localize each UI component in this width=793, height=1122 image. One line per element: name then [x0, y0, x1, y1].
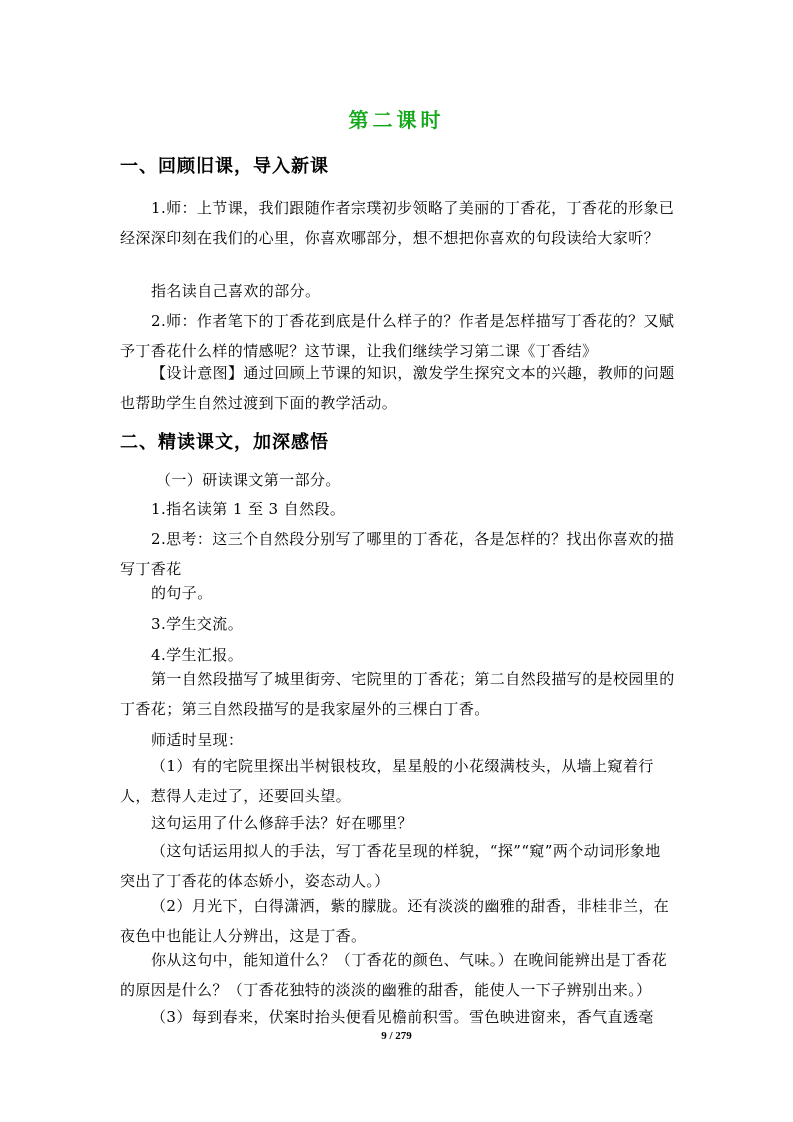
paragraph: 1.师：上节课，我们跟随作者宗璞初步领略了美丽的丁香花，丁香花的形象已经深深印刻在我们的心里，你喜欢哪部分，想不想把你喜欢的句段读给大家听？ [120, 199, 675, 247]
paragraph: 4.学生汇报。 [151, 646, 244, 664]
paragraph: 3.学生交流。 [151, 615, 244, 633]
paragraph: （这句话运用拟人的手法，写丁香花呈现的样貌，“探”“窥”两个动词形象地突出了丁香花的体态娇小，姿态动人。） [120, 842, 661, 890]
paragraph: 第一自然段描写了城里街旁、宅院里的丁香花；第二自然段描写的是校园里的丁香花；第三自然段描写的是我家屋外的三棵白丁香。 [120, 670, 675, 718]
paragraph: 的句子。 [151, 584, 213, 602]
paragraph: 2.思考：这三个自然段分别写了哪里的丁香花，各是怎样的？找出你喜欢的描写丁香花 [120, 530, 675, 578]
paragraph: （1）有的宅院里探出半树银枝玫，星星般的小花缀满枝头，从墙上窥着行人，惹得人走过了，还要回头望。 [120, 757, 654, 805]
paragraph: （3）每到春来，伏案时抬头便看见檐前积雪。雪色映进窗来，香气直透毫 [151, 1008, 654, 1026]
section-heading-1: 一、回顾旧课，导入新课 [120, 156, 329, 177]
section-heading-2: 二、精读课文，加深感悟 [120, 432, 329, 453]
lesson-title: 第二课时 [348, 108, 445, 132]
design-intent-paragraph: 【设计意图】通过回顾上节课的知识，激发学生探究文本的兴趣，教师的问题也帮助学生自然过渡到下面的教学活动。 [120, 364, 675, 412]
paragraph: 师适时呈现： [151, 731, 244, 749]
paragraph: （2）月光下，白得潇洒，紫的朦胧。还有淡淡的幽雅的甜香，非桂非兰，在夜色中也能让人分辨出，这是丁香。 [120, 897, 670, 945]
paragraph: （一）研读课文第一部分。 [156, 471, 341, 489]
paragraph: 你从这句中，能知道什么？（丁香花的颜色、气味。）在晚间能辨出是丁香花的原因是什么？（丁香花独特的淡淡的幽雅的甜香，能使人一下子辨别出来。） [120, 951, 668, 999]
paragraph: 指名读自己喜欢的部分。 [151, 282, 321, 300]
paragraph: 1.指名读第 1 至 3 自然段。 [151, 500, 346, 518]
page-number: 9 / 279 [381, 1030, 412, 1042]
paragraph: 这句运用了什么修辞手法？好在哪里？ [151, 814, 413, 832]
paragraph: 2.师：作者笔下的丁香花到底是什么样子的？作者是怎样描写丁香花的？又赋予丁香花什么样的情感呢？这节课，让我们继续学习第二课《丁香结》 [120, 312, 675, 360]
